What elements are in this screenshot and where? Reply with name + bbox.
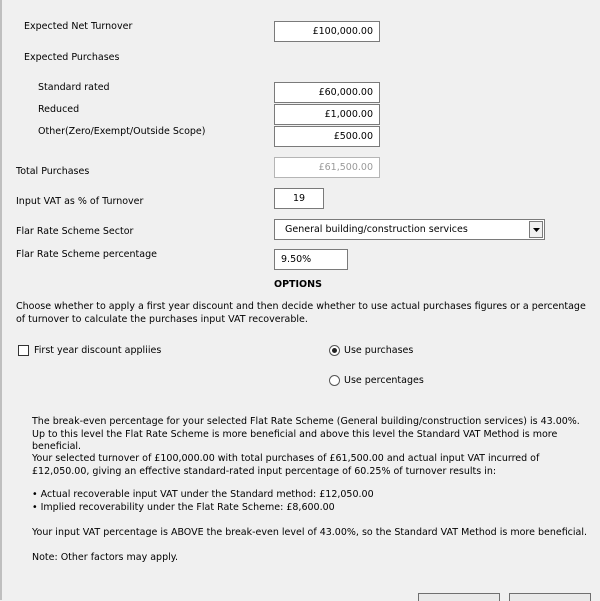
reduced-label: Reduced: [38, 104, 80, 115]
frs-pct-label: Flar Rate Scheme percentage: [16, 249, 157, 260]
options-heading: OPTIONS: [274, 279, 322, 290]
input-vat-pct-field[interactable]: 19: [274, 188, 324, 209]
note-text: Note: Other factors may apply.: [32, 552, 179, 563]
standard-rated-label: Standard rated: [38, 82, 110, 93]
reduced-input[interactable]: £1,000.00: [274, 104, 380, 125]
expected-net-turnover-input[interactable]: £100,000.00: [274, 21, 380, 42]
first-year-discount-checkbox[interactable]: [18, 345, 29, 356]
turnover-summary-paragraph: Your selected turnover of £100,000.00 with total purchases of £61,500.00 and actual input VAT incurred of £12,050.00, giving an effective standard-rated input percentage of 60.25% of turnover results in:: [32, 453, 540, 477]
flat-rate-bullet: • Implied recoverability under the Flat Rate Scheme: £8,600.00: [32, 502, 335, 513]
first-year-discount-label[interactable]: First year discount appliies: [34, 345, 162, 356]
radio-selected-dot: [332, 348, 337, 353]
expected-purchases-heading: Expected Purchases: [24, 52, 120, 63]
frs-pct-field[interactable]: 9.50%: [274, 249, 348, 270]
break-even-paragraph: The break-even percentage for your selected Flat Rate Scheme (General building/construction services) is 43.00%. Up to this level the Flat Rate Scheme is more beneficial and above this level the Standard VAT Method is more beneficial.: [32, 416, 580, 452]
options-description: Choose whether to apply a first year discount and then decide whether to use actual purchases figures or a percentage of turnover to calculate the purchases input VAT recoverable.: [16, 301, 586, 325]
other-purchases-input[interactable]: £500.00: [274, 126, 380, 147]
total-purchases-field: £61,500.00: [274, 157, 380, 178]
window-left-edge: [0, 0, 2, 600]
chevron-down-icon[interactable]: [529, 221, 543, 238]
frs-sector-dropdown[interactable]: [274, 219, 545, 240]
other-purchases-label: Other(Zero/Exempt/Outside Scope): [38, 126, 206, 137]
expected-net-turnover-label: Expected Net Turnover: [24, 21, 133, 32]
standard-method-bullet: • Actual recoverable input VAT under the Standard method: £12,050.00: [32, 489, 374, 500]
standard-rated-input[interactable]: £60,000.00: [274, 82, 380, 103]
total-purchases-label: Total Purchases: [16, 166, 90, 177]
use-percentages-label[interactable]: Use percentages: [344, 375, 424, 386]
frs-sector-label: Flar Rate Scheme Sector: [16, 226, 134, 237]
frs-sector-value: General building/construction services: [285, 224, 468, 235]
use-purchases-radio[interactable]: [329, 345, 340, 356]
input-vat-pct-label: Input VAT as % of Turnover: [16, 196, 144, 207]
use-percentages-radio[interactable]: [329, 375, 340, 386]
conclusion-paragraph: Your input VAT percentage is ABOVE the break-even level of 43.00%, so the Standard VAT Method is more beneficial.: [32, 527, 588, 538]
use-purchases-label[interactable]: Use purchases: [344, 345, 414, 356]
